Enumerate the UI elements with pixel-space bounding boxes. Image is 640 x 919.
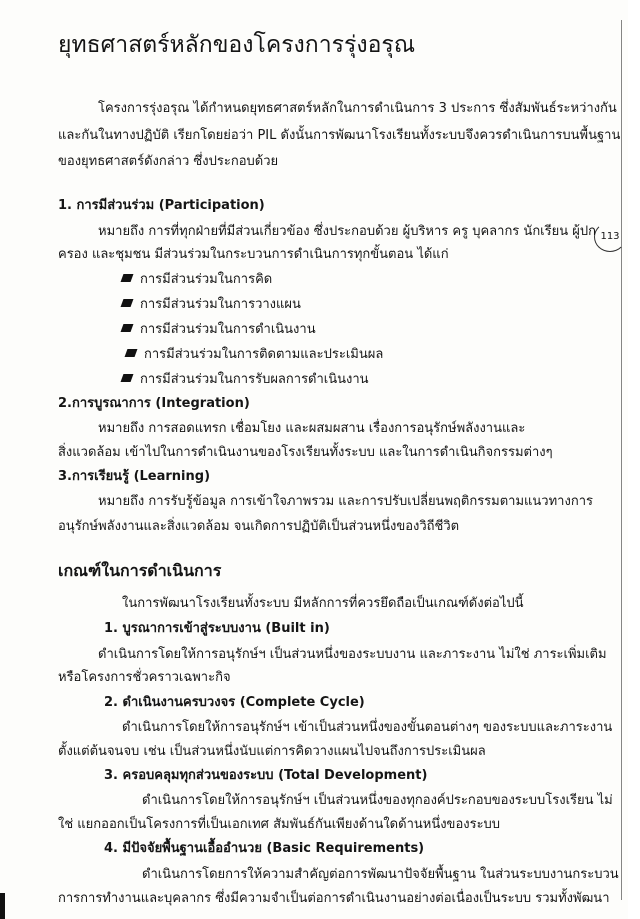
bullet-item: การมีส่วนร่วมในการคิด — [122, 271, 272, 288]
intro-line: และกันในทางปฏิบัติ เรียกโดยย่อว่า PIL ดังนั้นการพัฒนาโรงเรียนทั้งระบบจึงควรดำเนินการบนพื้นฐาน — [58, 128, 621, 143]
section-text-line: ครอง และชุมชน มีส่วนร่วมในกระบวนการดำเนินการทุกขั้นตอน ได้แก่ — [58, 247, 449, 262]
section-text-line: สิ่งแวดล้อม เข้าไปในการดำเนินงานของโรงเรียนทั้งระบบ และในการดำเนินกิจกรรมต่างๆ — [58, 445, 553, 460]
criteria-text-line: การการทำงานและบุคลากร ซึ่งมีความจำเป็นต่อการดำเนินงานอย่างต่อเนื่องเป็นระบบ รวมทั้งพัฒนา — [58, 891, 610, 906]
section-text-line: หมายถึง การที่ทุกฝ่ายที่มีส่วนเกี่ยวข้อง ซึ่งประกอบด้วย ผู้บริหาร ครู บุคลากร นักเรียน ผู้ปก — [98, 224, 596, 239]
criteria-item-heading: 2. ดำเนินงานครบวงจร (Complete Cycle) — [104, 695, 365, 710]
square-bullet-icon — [121, 274, 134, 282]
bullet-item: การมีส่วนร่วมในการติดตามและประเมินผล — [126, 346, 383, 363]
criteria-text-line: ดำเนินการโดยให้การอนุรักษ์ฯ เข้าเป็นส่วนหนึ่งของขั้นตอนต่างๆ ของระบบและภาระงาน — [122, 720, 613, 735]
criteria-text-line: ดำเนินการโดยการให้ความสำคัญต่อการพัฒนาปัจจัยพื้นฐาน ในส่วนระบบงานกระบวน — [142, 867, 619, 882]
criteria-text-line: ดำเนินการโดยให้การอนุรักษ์ฯ เป็นส่วนหนึ่งของระบบงาน และภาระงาน ไม่ใช่ ภาระเพิ่มเติม — [98, 647, 607, 662]
intro-line: โครงการรุ่งอรุณ ได้กำหนดยุทธศาสตร์หลักในการดำเนินการ 3 ประการ ซึ่งสัมพันธ์ระหว่างกัน — [98, 101, 617, 116]
page-number: 113 — [594, 222, 626, 252]
bullet-item: การมีส่วนร่วมในการรับผลการดำเนินงาน — [122, 371, 369, 388]
criteria-intro: ในการพัฒนาโรงเรียนทั้งระบบ มีหลักการที่ควรยึดถือเป็นเกณฑ์ดังต่อไปนี้ — [122, 596, 524, 611]
criteria-heading: เกณฑ์ในการดำเนินการ — [58, 561, 222, 580]
intro-line: ของยุทธศาสตร์ดังกล่าว ซึ่งประกอบด้วย — [58, 154, 279, 169]
scan-mark — [0, 893, 5, 919]
section-text-line: หมายถึง การรับรู้ข้อมูล การเข้าใจภาพรวม และการปรับเปลี่ยนพฤติกรรมตามแนวทางการ — [98, 494, 593, 509]
binding-line — [621, 20, 622, 900]
criteria-item-heading: 4. มีปัจจัยพื้นฐานเอื้ออำนวย (Basic Requirements) — [104, 841, 425, 856]
criteria-item-heading: 1. บูรณาการเข้าสู่ระบบงาน (Built in) — [104, 621, 330, 636]
page-title: ยุทธศาสตร์หลักของโครงการรุ่งอรุณ — [58, 32, 416, 58]
section-heading-integration: 2.การบูรณาการ (Integration) — [58, 396, 250, 411]
section-heading-participation: 1. การมีส่วนร่วม (Participation) — [58, 198, 265, 213]
section-text-line: หมายถึง การสอดแทรก เชื่อมโยง และผสมผสาน เรื่องการอนุรักษ์พลังงานและ — [98, 421, 526, 436]
criteria-text-line: ตั้งแต่ต้นจนจบ เช่น เป็นส่วนหนึ่งนับแต่การคิดวางแผนไปจนถึงการประเมินผล — [58, 744, 486, 759]
criteria-text-line: ใช่ แยกออกเป็นโครงการที่เป็นเอกเทศ สัมพันธ์กันเพียงด้านใดด้านหนึ่งของระบบ — [58, 817, 501, 832]
square-bullet-icon — [121, 299, 134, 307]
criteria-text-line: ดำเนินการโดยให้การอนุรักษ์ฯ เป็นส่วนหนึ่งของทุกองค์ประกอบของระบบโรงเรียน ไม่ — [142, 793, 613, 808]
bullet-item: การมีส่วนร่วมในการวางแผน — [122, 296, 301, 313]
criteria-item-heading: 3. ครอบคลุมทุกส่วนของระบบ (Total Development) — [104, 768, 428, 783]
page-edge — [628, 0, 640, 919]
square-bullet-icon — [121, 324, 134, 332]
criteria-text-line: หรือโครงการชั่วคราวเฉพาะกิจ — [58, 670, 231, 685]
section-text-line: อนุรักษ์พลังงานและสิ่งแวดล้อม จนเกิดการปฏิบัติเป็นส่วนหนึ่งของวิถีชีวิต — [58, 519, 460, 534]
bullet-item: การมีส่วนร่วมในการดำเนินงาน — [122, 321, 316, 338]
square-bullet-icon — [125, 349, 138, 357]
square-bullet-icon — [121, 374, 134, 382]
section-heading-learning: 3.การเรียนรู้ (Learning) — [58, 469, 211, 484]
